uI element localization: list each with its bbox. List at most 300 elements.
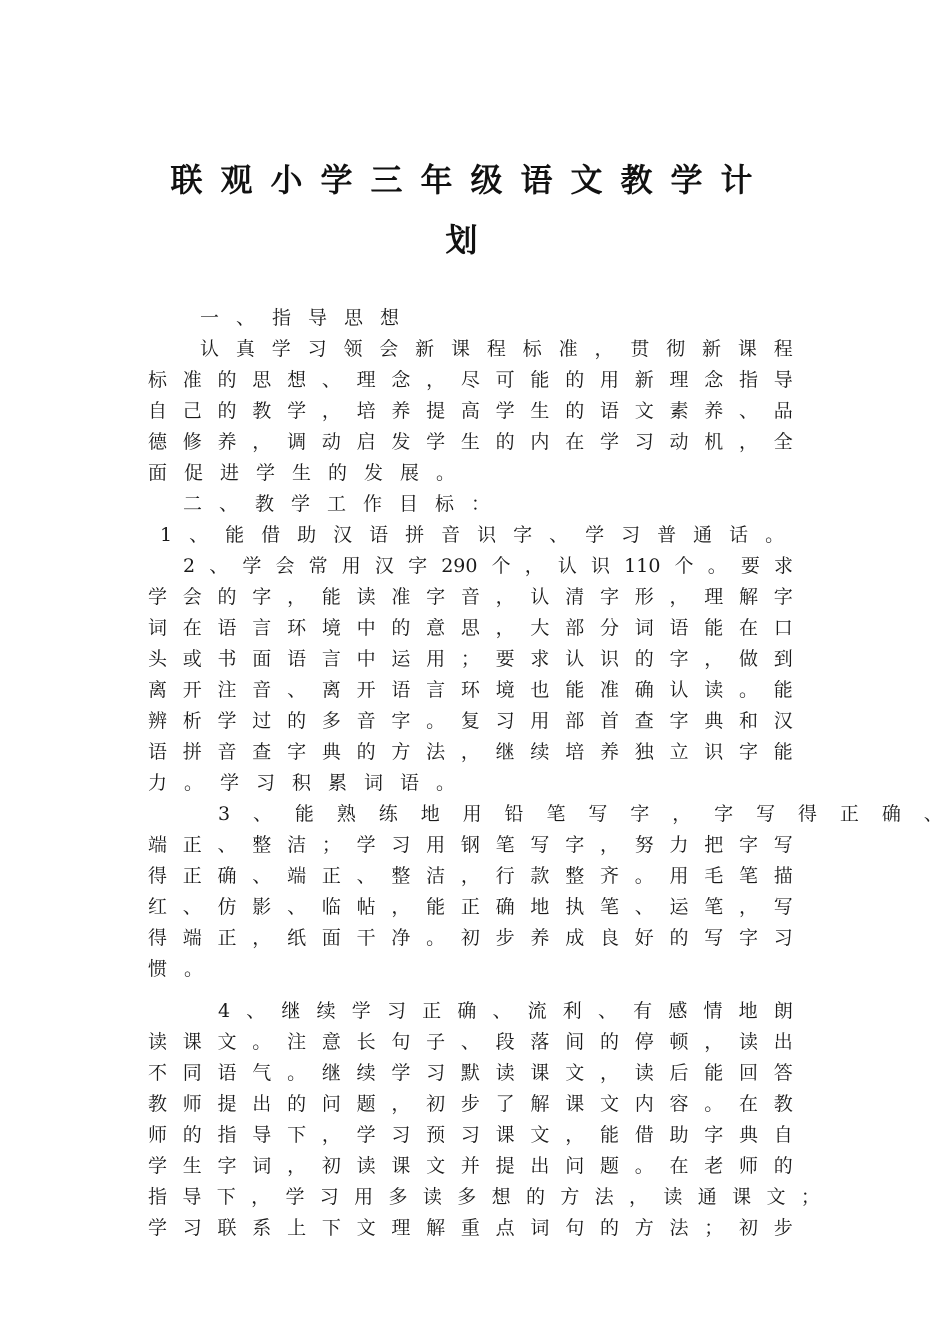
text-glyph: 同 [182, 1062, 202, 1084]
text-glyph: 、 [321, 369, 341, 391]
text-glyph: 学 [356, 834, 376, 856]
text-glyph: 大 [530, 617, 550, 639]
text-glyph: 能 [599, 1124, 619, 1146]
text-glyph: 导 [252, 1124, 272, 1146]
text-glyph: 语 [148, 741, 168, 763]
text-glyph: 方 [560, 1186, 580, 1208]
text-glyph: 辨 [148, 710, 168, 732]
text-glyph: 学 [148, 1217, 168, 1239]
text-glyph: 得 [797, 803, 817, 825]
text-glyph: 分 [599, 617, 619, 639]
text-glyph: 答 [773, 1062, 793, 1084]
text-glyph: ， [704, 1031, 724, 1053]
text-glyph: 初 [460, 927, 480, 949]
text-glyph: 的 [495, 431, 515, 453]
text-glyph: 文 [565, 1062, 585, 1084]
text-glyph: 教 [773, 1093, 793, 1115]
document-title-line-1: 联观小学三年级语文教学计 [170, 161, 771, 199]
text-glyph: 养 [391, 400, 411, 422]
text-glyph: ， [599, 1062, 619, 1084]
text-glyph: 字 [714, 803, 734, 825]
text-glyph: 情 [703, 1000, 723, 1022]
text-glyph: 理 [356, 369, 376, 391]
text-glyph: 指 [217, 1124, 237, 1146]
text-glyph: 的 [287, 1093, 307, 1115]
text-glyph: 立 [669, 741, 689, 763]
text-glyph: ； [321, 834, 341, 856]
text-glyph: 写 [773, 834, 793, 856]
text-glyph: 典 [704, 710, 724, 732]
text-glyph: 笔 [739, 865, 759, 887]
paragraph-line [148, 644, 793, 675]
text-glyph: 部 [565, 617, 585, 639]
text-glyph: 个 [491, 555, 511, 577]
goal-item-2 [148, 551, 793, 582]
text-glyph: 认 [565, 648, 585, 670]
text-glyph: 在 [182, 617, 202, 639]
text-glyph: 在 [739, 1093, 759, 1115]
text-glyph: ， [252, 927, 272, 949]
text-glyph: 、 [246, 1000, 266, 1022]
text-glyph: ， [391, 1093, 411, 1115]
text-glyph: 流 [527, 1000, 547, 1022]
paragraph-line [148, 861, 793, 892]
paragraph-line [148, 1213, 793, 1244]
text-glyph: 字 [739, 741, 759, 763]
text-glyph: 指 [739, 369, 759, 391]
text-glyph: 钢 [460, 834, 480, 856]
text-glyph: 提 [495, 1155, 515, 1177]
text-glyph: 师 [182, 1093, 202, 1115]
text-glyph: 文 [599, 1093, 619, 1115]
text-glyph: ， [321, 400, 341, 422]
text-glyph: 洁 [426, 865, 446, 887]
text-glyph: 地 [420, 803, 440, 825]
text-glyph: 力 [669, 834, 689, 856]
paragraph-line [148, 613, 793, 644]
text-glyph: 用 [599, 369, 619, 391]
text-glyph: 读 [422, 1186, 442, 1208]
text-glyph: 良 [599, 927, 619, 949]
text-glyph: 识 [599, 648, 619, 670]
text-glyph: 毛 [704, 865, 724, 887]
text-glyph: 、 [356, 865, 376, 887]
text-glyph: 做 [739, 648, 759, 670]
text-glyph: 字 [408, 555, 428, 577]
text-glyph: 子 [426, 1031, 446, 1053]
text-glyph: 离 [321, 679, 341, 701]
text-glyph: 修 [182, 431, 202, 453]
text-glyph: ， [669, 586, 689, 608]
text-glyph: 习 [391, 834, 411, 856]
text-glyph: 认 [669, 679, 689, 701]
text-glyph: 的 [391, 617, 411, 639]
text-glyph: 言 [252, 617, 272, 639]
paragraph-line [148, 706, 793, 737]
text-glyph: 写 [530, 834, 550, 856]
text-glyph: 面 [252, 648, 272, 670]
text-glyph: 学 [287, 400, 307, 422]
text-glyph: 的 [634, 648, 654, 670]
text-glyph: 净 [391, 927, 411, 949]
text-glyph: 正 [422, 1000, 442, 1022]
text-glyph: 真 [235, 338, 255, 360]
text-glyph: 系 [252, 1217, 272, 1239]
text-glyph: 教 [148, 1093, 168, 1115]
text-glyph: 形 [634, 586, 654, 608]
text-glyph: 。 [704, 1093, 724, 1115]
text-glyph: 通 [697, 1186, 717, 1208]
text-glyph: 干 [356, 927, 376, 949]
text-glyph: ， [495, 586, 515, 608]
text-glyph: 法 [669, 1217, 689, 1239]
text-glyph: 能 [773, 679, 793, 701]
text-glyph: 、 [634, 896, 654, 918]
text-glyph: 仿 [217, 896, 237, 918]
text-glyph: 动 [321, 431, 341, 453]
text-glyph: 内 [634, 1093, 654, 1115]
text-glyph: 、 [287, 896, 307, 918]
text-glyph: 用 [426, 648, 446, 670]
text-glyph: 面 [321, 927, 341, 949]
text-glyph: 字 [599, 586, 619, 608]
text-glyph: 的 [182, 1124, 202, 1146]
text-glyph: 初 [426, 1093, 446, 1115]
paragraph-line [148, 1058, 793, 1089]
text-glyph: 、 [492, 1000, 512, 1022]
text-glyph: 正 [460, 896, 480, 918]
text-glyph: 学 [351, 1000, 371, 1022]
text-glyph: 音 [252, 679, 272, 701]
text-glyph: 用 [669, 865, 689, 887]
text-glyph: 气 [252, 1062, 272, 1084]
text-glyph: 也 [530, 679, 550, 701]
text-glyph: 程 [773, 338, 793, 360]
text-glyph: 地 [530, 896, 550, 918]
text-glyph: 问 [565, 1155, 585, 1177]
text-glyph: 提 [217, 1093, 237, 1115]
text-glyph: 想 [491, 1186, 511, 1208]
text-glyph: 语 [217, 1062, 237, 1084]
text-glyph: 110 [624, 555, 661, 577]
text-glyph: 、 [217, 834, 237, 856]
text-glyph: 独 [634, 741, 654, 763]
text-glyph: 品 [773, 400, 793, 422]
text-glyph: 4 [218, 1000, 231, 1022]
text-glyph: 意 [321, 1031, 341, 1053]
text-glyph: 努 [634, 834, 654, 856]
text-glyph: 笔 [599, 896, 619, 918]
text-glyph: 解 [426, 1217, 446, 1239]
text-glyph: 在 [669, 1155, 689, 1177]
text-glyph: 能 [704, 1062, 724, 1084]
text-glyph: 成 [565, 927, 585, 949]
text-glyph: 落 [530, 1031, 550, 1053]
text-glyph: 提 [426, 400, 446, 422]
text-glyph: 多 [321, 710, 341, 732]
text-glyph: 常 [308, 555, 328, 577]
text-glyph: 准 [391, 586, 411, 608]
text-glyph: 语 [217, 617, 237, 639]
text-glyph: 用 [426, 834, 446, 856]
text-glyph: 回 [739, 1062, 759, 1084]
text-glyph: 可 [495, 369, 515, 391]
text-glyph: 用 [530, 710, 550, 732]
text-glyph: 读 [704, 679, 724, 701]
text-glyph: 、 [739, 400, 759, 422]
text-glyph: 课 [737, 338, 757, 360]
text-glyph: 执 [565, 896, 585, 918]
text-glyph: 句 [391, 1031, 411, 1053]
text-glyph: 继 [495, 741, 515, 763]
text-glyph: 要 [740, 555, 760, 577]
text-glyph: 拼 [182, 741, 202, 763]
text-glyph: 文 [634, 400, 654, 422]
text-glyph: 习 [182, 1217, 202, 1239]
text-glyph: ， [391, 896, 411, 918]
text-glyph: 初 [739, 1217, 759, 1239]
text-glyph: 影 [252, 896, 272, 918]
text-glyph: 养 [530, 927, 550, 949]
text-glyph: 中 [356, 617, 376, 639]
text-glyph: 注 [287, 1031, 307, 1053]
text-glyph: 识 [591, 555, 611, 577]
text-glyph: 运 [669, 896, 689, 918]
goal-item-4 [148, 996, 793, 1027]
text-glyph: 出 [773, 1031, 793, 1053]
text-glyph: 思 [252, 369, 272, 391]
text-glyph: 学 [426, 431, 446, 453]
text-glyph: 音 [356, 710, 376, 732]
text-glyph: 词 [530, 1217, 550, 1239]
text-glyph: 端 [182, 927, 202, 949]
text-glyph: 初 [321, 1155, 341, 1177]
text-glyph: 停 [634, 1031, 654, 1053]
text-glyph: 念 [391, 369, 411, 391]
paragraph-line [148, 334, 793, 365]
text-glyph: 行 [495, 865, 515, 887]
text-glyph: 中 [356, 648, 376, 670]
text-glyph: 整 [565, 865, 585, 887]
text-glyph: 发 [391, 431, 411, 453]
text-glyph: 文 [356, 1217, 376, 1239]
text-glyph: 能 [426, 896, 446, 918]
text-glyph: 师 [148, 1124, 168, 1146]
text-glyph: 确 [634, 679, 654, 701]
text-glyph: 的 [217, 400, 237, 422]
text-glyph: ， [460, 741, 480, 763]
text-glyph: ， [739, 431, 759, 453]
text-glyph: 解 [530, 1093, 550, 1115]
text-glyph: 写 [588, 803, 608, 825]
text-glyph: 续 [316, 1000, 336, 1022]
text-glyph: 能 [565, 679, 585, 701]
text-glyph: 步 [773, 1217, 793, 1239]
text-glyph: 点 [495, 1217, 515, 1239]
text-glyph: 自 [773, 1124, 793, 1146]
text-glyph: ， [524, 555, 544, 577]
text-glyph: 语 [287, 648, 307, 670]
text-glyph: 纸 [287, 927, 307, 949]
text-glyph: ， [594, 338, 614, 360]
text-glyph: 清 [565, 586, 585, 608]
text-glyph: 查 [252, 741, 272, 763]
text-glyph: 文 [426, 1155, 446, 1177]
text-glyph: 开 [182, 679, 202, 701]
text-glyph: 新 [702, 338, 722, 360]
text-glyph: 的 [599, 1031, 619, 1053]
text-glyph: 铅 [504, 803, 524, 825]
text-glyph: 部 [565, 710, 585, 732]
text-glyph: 习 [773, 927, 793, 949]
text-glyph: 生 [182, 1155, 202, 1177]
text-glyph: 确 [881, 803, 901, 825]
text-glyph: 。 [287, 1062, 307, 1084]
text-glyph: 联 [217, 1217, 237, 1239]
text-glyph: 学 [148, 1155, 168, 1177]
text-glyph: ， [672, 803, 692, 825]
text-glyph: 习 [426, 1062, 446, 1084]
text-glyph: 。 [252, 1031, 272, 1053]
text-glyph: 培 [565, 741, 585, 763]
text-glyph: 了 [495, 1093, 515, 1115]
text-glyph: 言 [426, 679, 446, 701]
text-glyph: 内 [530, 431, 550, 453]
text-glyph: 款 [530, 865, 550, 887]
text-glyph: 字 [391, 710, 411, 732]
text-glyph: 、 [209, 555, 229, 577]
text-glyph: 想 [287, 369, 307, 391]
text-glyph: 导 [182, 1186, 202, 1208]
text-glyph: 地 [738, 1000, 758, 1022]
document-title-line-2: 划 [445, 221, 496, 259]
text-glyph: 字 [252, 586, 272, 608]
text-glyph: 语 [599, 400, 619, 422]
text-glyph: 语 [669, 617, 689, 639]
text-glyph: 认 [530, 586, 550, 608]
text-glyph: 新 [634, 369, 654, 391]
text-glyph: 典 [321, 741, 341, 763]
text-glyph: 的 [773, 1155, 793, 1177]
text-glyph: 开 [356, 679, 376, 701]
text-glyph: 正 [321, 865, 341, 887]
text-glyph: ， [599, 834, 619, 856]
text-glyph: 290 [441, 555, 478, 577]
text-glyph: 学 [217, 710, 237, 732]
text-glyph: 用 [462, 803, 482, 825]
text-glyph: 得 [148, 927, 168, 949]
text-glyph: 认 [557, 555, 577, 577]
text-glyph: 方 [391, 741, 411, 763]
text-glyph: 感 [668, 1000, 688, 1022]
text-glyph: 音 [217, 741, 237, 763]
paragraph-line [148, 582, 793, 613]
text-glyph: 指 [148, 1186, 168, 1208]
text-glyph: 练 [378, 803, 398, 825]
text-glyph: 正 [839, 803, 859, 825]
text-glyph: 运 [391, 648, 411, 670]
text-glyph: 。 [707, 555, 727, 577]
text-glyph: 读 [356, 586, 376, 608]
text-glyph: ； [460, 648, 480, 670]
text-glyph: 头 [148, 648, 168, 670]
text-glyph: 会 [275, 555, 295, 577]
text-glyph: 。 [426, 927, 446, 949]
text-glyph: 端 [148, 834, 168, 856]
text-glyph: 字 [426, 586, 446, 608]
paragraph-line [148, 396, 793, 427]
text-glyph: 师 [739, 1155, 759, 1177]
text-glyph: 汉 [374, 555, 394, 577]
text-glyph: 用 [354, 1186, 374, 1208]
text-glyph: 出 [252, 1093, 272, 1115]
text-glyph: 字 [704, 1124, 724, 1146]
text-glyph: 准 [599, 679, 619, 701]
paragraph-line: 面促进学生的发展。 [148, 462, 473, 484]
text-glyph: 新 [415, 338, 435, 360]
text-glyph: ， [321, 1124, 341, 1146]
text-glyph: 写 [756, 803, 776, 825]
text-glyph: 的 [599, 1217, 619, 1239]
text-glyph: 段 [495, 1031, 515, 1053]
text-glyph: 环 [460, 679, 480, 701]
text-glyph: 。 [634, 865, 654, 887]
goal-item-3 [148, 799, 943, 830]
text-glyph: 注 [217, 679, 237, 701]
text-glyph: 学 [356, 1124, 376, 1146]
text-glyph: 求 [530, 648, 550, 670]
text-glyph: 培 [356, 400, 376, 422]
text-glyph: 课 [732, 1186, 752, 1208]
text-glyph: 句 [565, 1217, 585, 1239]
text-glyph: 学 [242, 555, 262, 577]
text-glyph: 个 [674, 555, 694, 577]
text-glyph: 离 [148, 679, 168, 701]
text-glyph: 生 [460, 431, 480, 453]
text-glyph: 问 [321, 1093, 341, 1115]
text-glyph: 生 [530, 400, 550, 422]
text-glyph: 标 [148, 369, 168, 391]
text-glyph: 境 [321, 617, 341, 639]
paragraph-line [148, 892, 793, 923]
text-glyph: 理 [704, 586, 724, 608]
text-glyph: 容 [669, 1093, 689, 1115]
text-glyph: 帖 [356, 896, 376, 918]
text-glyph: 课 [495, 1124, 515, 1146]
text-glyph: 多 [388, 1186, 408, 1208]
text-glyph: ， [252, 431, 272, 453]
document-body [148, 303, 943, 1244]
text-glyph: 描 [773, 865, 793, 887]
text-glyph: 、 [253, 803, 273, 825]
text-glyph: 动 [669, 431, 689, 453]
text-glyph: 识 [704, 741, 724, 763]
text-glyph: 自 [148, 400, 168, 422]
text-glyph: 的 [565, 369, 585, 391]
text-glyph: 词 [148, 617, 168, 639]
text-glyph: 字 [739, 834, 759, 856]
text-glyph: 全 [773, 431, 793, 453]
text-glyph: 的 [356, 741, 376, 763]
text-glyph: 红 [148, 896, 168, 918]
text-glyph: 字 [287, 741, 307, 763]
text-glyph: 有 [633, 1000, 653, 1022]
text-glyph: 词 [252, 1155, 272, 1177]
text-glyph: 在 [739, 617, 759, 639]
text-glyph: 理 [669, 369, 689, 391]
text-glyph: 念 [704, 369, 724, 391]
text-glyph: 课 [530, 1062, 550, 1084]
